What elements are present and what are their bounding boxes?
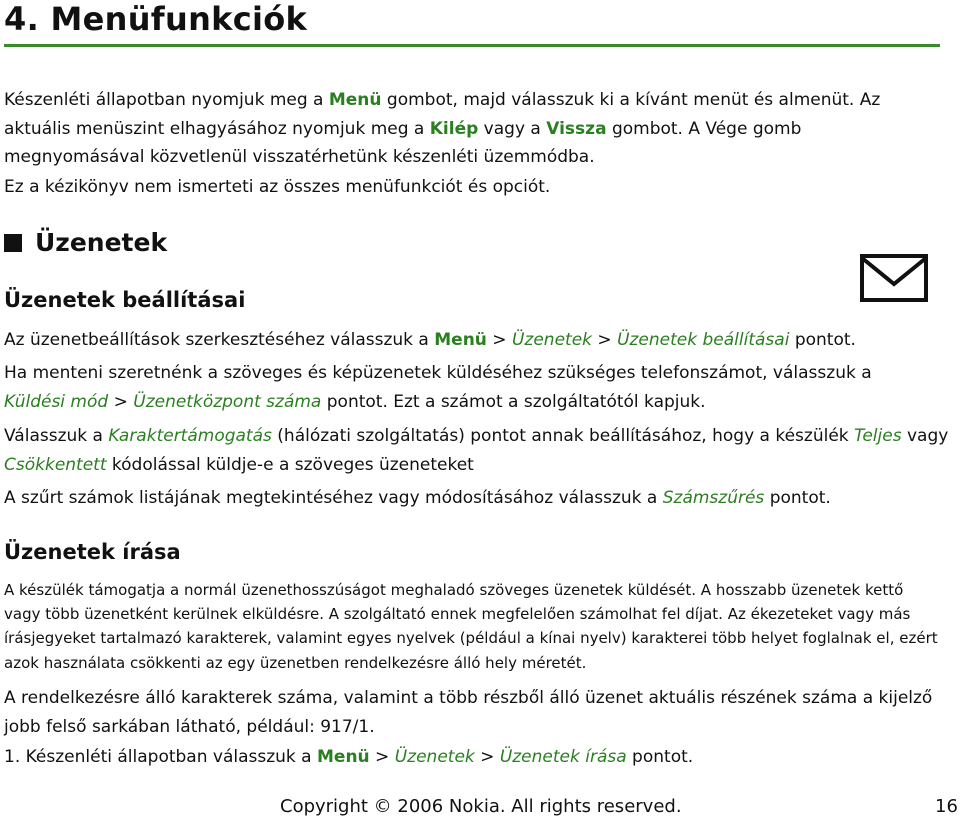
text-run: kódolással küldje-e a szöveges üzeneteket — [106, 454, 474, 475]
text-run: Teljes — [854, 426, 902, 446]
text-run: A szűrt számok listájának megtekintéséhez vagy módosításához válasszuk a — [4, 488, 663, 508]
text-run: Menü — [328, 90, 382, 110]
envelope-icon — [860, 254, 928, 302]
copyright-footer: Copyright © 2006 Nokia. All rights reserved. — [280, 796, 682, 817]
page-number: 16 — [935, 796, 958, 817]
writing-paragraph-1: A készülék támogatja a normál üzenethosszúságot meghaladó szöveges üzenetek küldését. A hosszabb üzenetek kettő vagy több üzenetként kerülnek elküldésre. A szolgáltató ennek megfelelően számolhat fel díjat. Az ékezeteket vagy más írásjegyeket tartalmazó karakterek, valamint egyes nyelvek (például a kínai nyelv) karakterei több helyet foglalnak el, ezért azok használata csökkenti az egy üzenetben rendelkezésre álló hely méretét. — [4, 581, 938, 672]
text-run: pontot. — [626, 747, 694, 767]
text-run: Kilép — [429, 118, 479, 139]
title-rule — [4, 44, 940, 47]
writing-step-1 — [4, 743, 944, 772]
text-run: gombot, majd válasszuk ki a kívánt menüt és almenüt. Az aktuális menüszint elhagyásához nyomjuk meg a — [4, 90, 881, 139]
text-run: Üzenetek — [394, 747, 475, 767]
settings-paragraph-2 — [4, 359, 929, 416]
text-run: > — [592, 330, 618, 350]
text-run: Menü — [434, 330, 487, 350]
text-run: Számszűrés — [662, 488, 765, 508]
text-run: > — [486, 330, 512, 350]
text-run: Készenléti állapotban nyomjuk meg a — [4, 90, 329, 110]
text-run: gombot. A Vége gomb megnyomásával közvetlenül visszatérhetünk készenléti üzemmódba. — [4, 118, 802, 167]
settings-heading: Üzenetek beállításai — [4, 288, 246, 312]
text-run: > — [108, 391, 134, 412]
intro-note: Ez a kézikönyv nem ismerteti az összes menüfunkciót és opciót. — [4, 177, 551, 197]
text-run: pontot. Ezt a számot a szolgáltatótól kapjuk. — [321, 391, 706, 412]
text-run: Vissza — [546, 118, 607, 139]
text-run: vagy a — [478, 118, 547, 139]
chapter-title: 4. Menüfunkciók — [4, 0, 308, 38]
text-run: Az üzenetbeállítások szerkesztéséhez válasszuk a — [4, 330, 435, 350]
text-run: > — [474, 747, 500, 767]
text-run: Üzenetek írása — [499, 747, 627, 767]
section-heading — [4, 228, 167, 257]
settings-paragraph-4 — [4, 484, 944, 513]
text-run: Csökkentett — [4, 454, 107, 475]
text-run: 1. Készenléti állapotban válasszuk a — [4, 747, 317, 767]
settings-paragraph-3 — [4, 422, 954, 479]
text-run: > — [369, 747, 395, 767]
text-run: Üzenetek beállításai — [617, 330, 790, 350]
text-run: vagy — [901, 426, 949, 446]
text-run: Válasszuk a — [4, 426, 109, 446]
text-run: pontot. — [789, 330, 856, 350]
writing-paragraph-2: A rendelkezésre álló karakterek száma, valamint a több részből álló üzenet aktuális részének száma a kijelző jobb felső sarkában látható, például: 917/1. — [4, 688, 933, 737]
text-run: Üzenetközpont száma — [133, 391, 322, 412]
writing-heading: Üzenetek írása — [4, 540, 181, 564]
text-run: pontot. — [764, 488, 831, 508]
text-run: Karaktertámogatás — [108, 426, 272, 446]
text-run: Menü — [317, 747, 370, 767]
text-run: Küldési mód — [4, 391, 109, 412]
settings-paragraph-1 — [4, 326, 944, 355]
text-run: (hálózati szolgáltatás) pontot annak beállításához, hogy a készülék — [271, 426, 855, 446]
intro-paragraph — [4, 86, 944, 172]
text-run: Ha menteni szeretnénk a szöveges és képüzenetek küldéséhez szükséges telefonszámot, válasszuk a — [4, 363, 872, 383]
section-bullet — [4, 234, 22, 252]
section-title: Üzenetek — [35, 228, 168, 257]
text-run: Üzenetek — [511, 330, 592, 350]
